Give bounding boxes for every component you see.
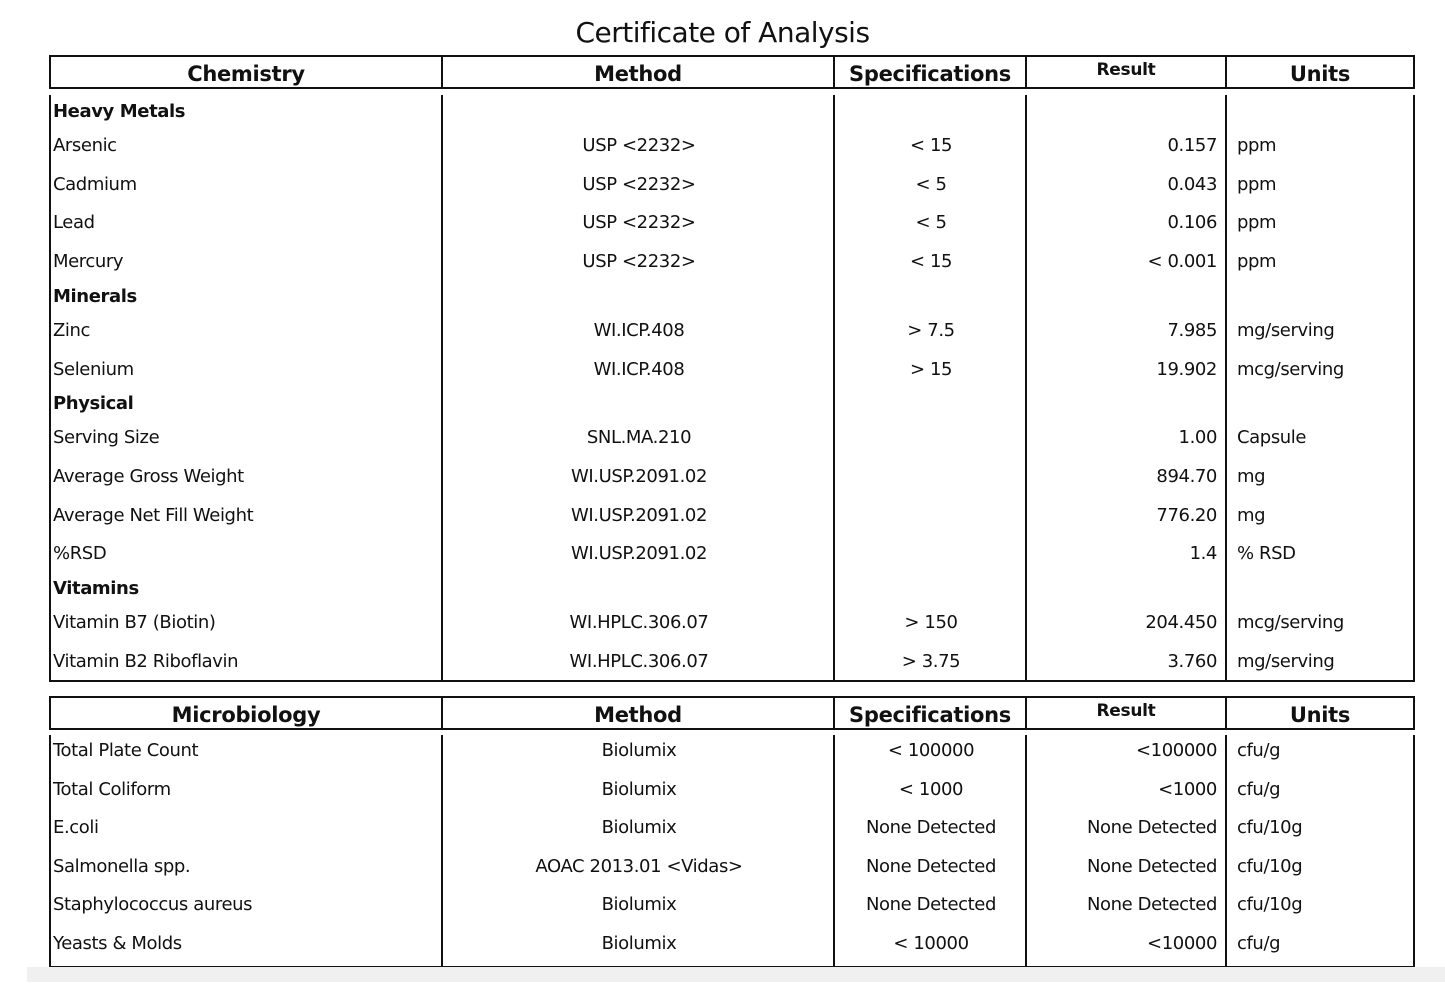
table-row xyxy=(51,643,1413,682)
table-row xyxy=(51,535,1413,574)
analyte-name: %RSD xyxy=(53,543,107,565)
header-specifications: Specifications xyxy=(835,57,1027,87)
table-row xyxy=(51,166,1413,205)
table-row xyxy=(51,604,1413,643)
units-cell: cfu/10g xyxy=(1237,855,1303,877)
header-result: Result xyxy=(1027,57,1227,87)
units-cell: ppm xyxy=(1237,212,1277,234)
result-cell: 7.985 xyxy=(1167,319,1217,341)
method-cell: WI.ICP.408 xyxy=(593,319,685,341)
analyte-name: Mercury xyxy=(53,251,124,273)
table-row xyxy=(51,497,1413,536)
specification-cell: < 5 xyxy=(915,173,947,195)
table-row xyxy=(51,848,1413,887)
table-row xyxy=(51,732,1413,771)
units-cell: mg xyxy=(1237,465,1266,487)
result-cell: 776.20 xyxy=(1156,504,1217,526)
table-row xyxy=(51,127,1413,166)
analyte-name: Average Net Fill Weight xyxy=(53,504,254,526)
document-title: Certificate of Analysis xyxy=(575,16,870,49)
analyte-name: Yeasts & Molds xyxy=(53,933,182,954)
units-cell: mg/serving xyxy=(1237,319,1335,341)
method-cell: Biolumix xyxy=(601,740,677,761)
category-label: Heavy Metals xyxy=(53,101,186,122)
units-cell: Capsule xyxy=(1237,427,1307,449)
table-row xyxy=(51,351,1413,390)
result-cell: <10000 xyxy=(1147,933,1217,954)
result-cell: 3.760 xyxy=(1167,650,1217,672)
result-cell: None Detected xyxy=(1086,894,1217,916)
units-cell: mcg/serving xyxy=(1237,358,1344,380)
units-cell: cfu/g xyxy=(1237,778,1281,800)
analyte-name: Average Gross Weight xyxy=(53,465,244,487)
category-row xyxy=(51,574,1413,604)
category-row xyxy=(51,389,1413,419)
result-cell: 19.902 xyxy=(1156,358,1217,380)
specification-cell: None Detected xyxy=(865,817,996,839)
result-cell: 894.70 xyxy=(1156,465,1217,487)
specification-cell: < 100000 xyxy=(887,740,975,761)
specification-cell: < 5 xyxy=(915,212,947,234)
result-cell: < 0.001 xyxy=(1147,251,1217,273)
specification-cell: < 1000 xyxy=(898,778,964,800)
result-cell: None Detected xyxy=(1086,855,1217,877)
table-row xyxy=(51,771,1413,810)
method-cell: Biolumix xyxy=(601,817,677,839)
result-cell: 0.106 xyxy=(1167,212,1217,234)
specification-cell: > 15 xyxy=(909,358,953,380)
table-row xyxy=(51,419,1413,458)
header-result: Result xyxy=(1027,698,1227,728)
method-cell: Biolumix xyxy=(601,894,677,916)
chemistry-header-row xyxy=(49,55,1415,89)
header-microbiology: Microbiology xyxy=(51,698,443,728)
units-cell: mcg/serving xyxy=(1237,612,1344,633)
specification-cell: < 10000 xyxy=(893,933,969,954)
units-cell: ppm xyxy=(1237,173,1277,195)
method-cell: USP <2232> xyxy=(582,135,696,156)
method-cell: WI.ICP.408 xyxy=(593,358,685,380)
result-cell: 1.4 xyxy=(1189,543,1217,565)
units-cell: cfu/g xyxy=(1237,933,1281,954)
method-cell: WI.HPLC.306.07 xyxy=(569,612,709,633)
method-cell: WI.USP.2091.02 xyxy=(570,543,708,565)
analyte-name: Serving Size xyxy=(53,427,160,449)
analyte-name: Arsenic xyxy=(53,135,117,156)
result-cell: 0.043 xyxy=(1167,173,1217,195)
header-units: Units xyxy=(1289,703,1351,727)
header-chemistry: Chemistry xyxy=(51,57,443,87)
category-label: Minerals xyxy=(53,285,137,307)
result-cell: 1.00 xyxy=(1178,427,1217,449)
analyte-name: Zinc xyxy=(53,319,91,341)
analyte-name: Total Plate Count xyxy=(53,740,199,761)
method-cell: USP <2232> xyxy=(582,251,696,273)
method-cell: WI.HPLC.306.07 xyxy=(569,650,709,672)
analyte-name: Lead xyxy=(53,212,95,234)
header-units: Units xyxy=(1289,62,1351,86)
method-cell: Biolumix xyxy=(601,933,677,954)
table-row xyxy=(51,458,1413,497)
specification-cell: None Detected xyxy=(865,894,996,916)
units-cell: cfu/10g xyxy=(1237,894,1303,916)
result-cell: 0.157 xyxy=(1167,135,1217,156)
result-cell: <100000 xyxy=(1136,740,1217,761)
method-cell: SNL.MA.210 xyxy=(586,427,692,449)
table-row xyxy=(51,886,1413,925)
units-cell: % RSD xyxy=(1237,543,1296,565)
analyte-name: Vitamin B2 Riboflavin xyxy=(53,650,239,672)
header-method: Method xyxy=(443,698,835,728)
table-row xyxy=(51,809,1413,848)
method-cell: WI.USP.2091.02 xyxy=(570,504,708,526)
method-cell: AOAC 2013.01 <Vidas> xyxy=(535,855,743,877)
analyte-name: Vitamin B7 (Biotin) xyxy=(53,612,216,633)
method-cell: WI.USP.2091.02 xyxy=(570,465,708,487)
microbiology-body xyxy=(49,735,1415,968)
category-row xyxy=(51,97,1413,127)
analyte-name: Total Coliform xyxy=(53,778,171,800)
specification-cell: < 15 xyxy=(909,135,953,156)
header-method: Method xyxy=(443,57,835,87)
specification-cell: > 150 xyxy=(904,612,958,633)
microbiology-header-row xyxy=(49,696,1415,730)
chemistry-body xyxy=(49,95,1415,682)
table-row xyxy=(51,204,1413,243)
specification-cell: > 7.5 xyxy=(907,319,955,341)
analyte-name: E.coli xyxy=(53,817,99,839)
table-row xyxy=(51,243,1413,282)
category-label: Physical xyxy=(53,393,134,415)
table-row xyxy=(51,312,1413,351)
method-cell: USP <2232> xyxy=(582,212,696,234)
units-cell: ppm xyxy=(1237,251,1277,273)
page-bottom-strip xyxy=(27,967,1445,982)
result-cell: None Detected xyxy=(1086,817,1217,839)
specification-cell: > 3.75 xyxy=(901,650,961,672)
table-row xyxy=(51,925,1413,964)
header-specifications: Specifications xyxy=(835,698,1027,728)
analyte-name: Selenium xyxy=(53,358,134,380)
analyte-name: Cadmium xyxy=(53,173,137,195)
category-label: Vitamins xyxy=(53,578,139,599)
result-cell: <1000 xyxy=(1158,778,1217,800)
units-cell: cfu/10g xyxy=(1237,817,1303,839)
units-cell: mg xyxy=(1237,504,1266,526)
analyte-name: Salmonella spp. xyxy=(53,855,191,877)
category-row xyxy=(51,282,1413,312)
method-cell: USP <2232> xyxy=(582,173,696,195)
result-cell: 204.450 xyxy=(1145,612,1217,633)
specification-cell: < 15 xyxy=(909,251,953,273)
units-cell: cfu/g xyxy=(1237,740,1281,761)
units-cell: mg/serving xyxy=(1237,650,1335,672)
units-cell: ppm xyxy=(1237,135,1277,156)
analyte-name: Staphylococcus aureus xyxy=(53,894,253,916)
method-cell: Biolumix xyxy=(601,778,677,800)
specification-cell: None Detected xyxy=(865,855,996,877)
